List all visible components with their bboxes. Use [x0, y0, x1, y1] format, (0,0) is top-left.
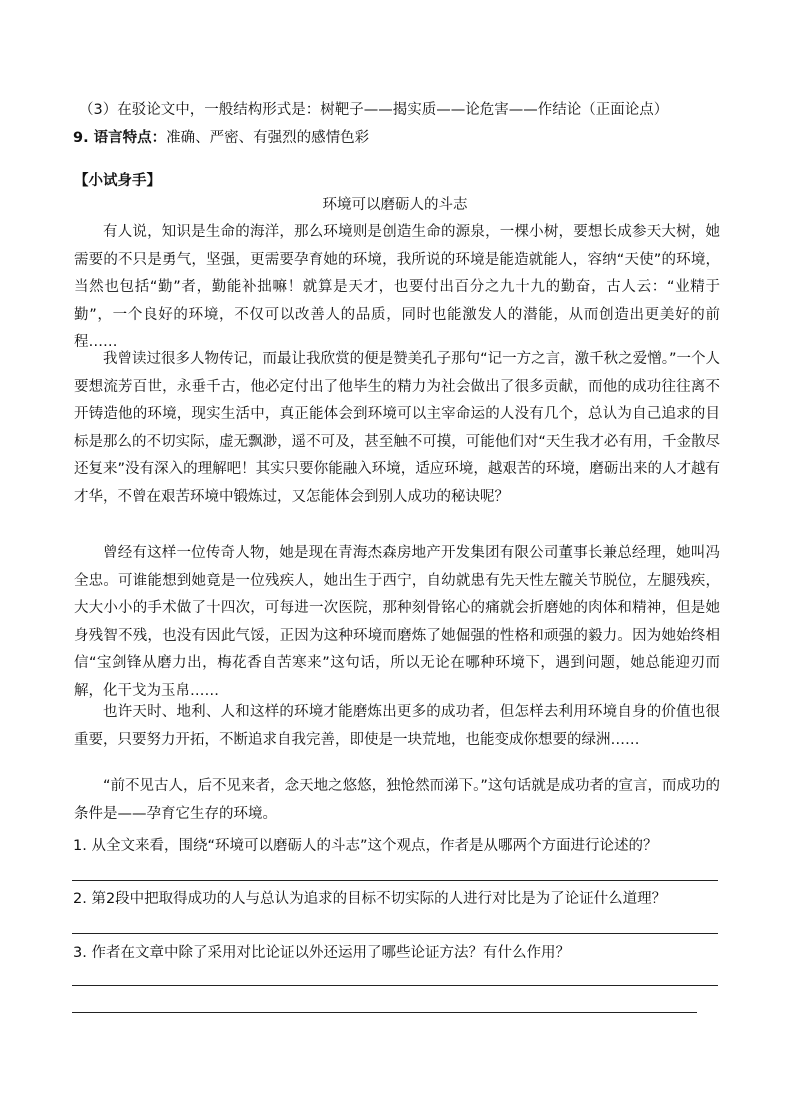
language-features-label: 9. 语言特点： — [73, 130, 167, 146]
answer-line-1[interactable] — [72, 880, 718, 881]
question-3: 3. 作者在文章中除了采用对比论证以外还运用了哪些论证方法？有什么作用？ — [73, 945, 570, 961]
article-paragraph-4: 也许天时、地利、人和这样的环境才能磨炼出更多的成功者，但怎样去利用环境自身的价值也很重要，只要努力开拓，不断追求自我完善，即使是一块荒地，也能变成你想要的绿洲…… — [74, 704, 720, 748]
answer-line-2[interactable] — [72, 933, 718, 934]
article-paragraph-1: 有人说，知识是生命的海洋，那么环境则是创造生命的源泉，一棵小树，要想长成参天大树，她需要的不只是勇气，坚强，更需要孕育她的环境，我所说的环境是能造就能人，容纳“天使”的环境，当然也包括“勤”者，勤能补拙嘛！就算是天才，也要付出百分之九十九的勤奋，古人云：“业精于勤”，一个良好的环境，不仅可以改善人的品质，同时也能激发人的潜能，从而创造出更美好的前程…… — [74, 224, 720, 351]
structure-note: （3）在驳论文中，一般结构形式是：树靶子——揭实质——论危害——作结论（正面论点） — [79, 102, 669, 118]
answer-line-3[interactable] — [72, 985, 718, 986]
section-heading: 【小试身手】 — [74, 173, 161, 189]
article-paragraph-5: “前不见古人，后不见来者，念天地之悠悠，独怆然而涕下。”这句话就是成功者的宣言，而成功的条件是——孕育它生存的环境。 — [74, 778, 720, 822]
article-title: 环境可以磨砺人的斗志 — [322, 197, 468, 213]
language-features-text: 准确、严密、有强烈的感情色彩 — [166, 130, 370, 146]
article-paragraph-3: 曾经有这样一位传奇人物，她是现在青海杰森房地产开发集团有限公司董事长兼总经理，她叫冯全忠。可谁能想到她竟是一位残疾人，她出生于西宁，自幼就患有先天性左髋关节脱位，左腿残疾，大大小小的手术做了十四次，可每进一次医院，那种刻骨铭心的痛就会折磨她的肉体和精神，但是她身残智不残，也没有因此气馁，正因为这种环境而磨炼了她倔强的性格和顽强的毅力。因为她始终相信“宝剑锋从磨力出，梅花香自苦寒来”这句话，所以无论在哪种环境下，遇到问题，她总能迎刃而解，化干戈为玉帛…… — [74, 545, 720, 699]
answer-line-4[interactable] — [72, 1012, 697, 1013]
question-2: 2. 第2段中把取得成功的人与总认为追求的目标不切实际的人进行对比是为了论证什么道理？ — [73, 891, 667, 907]
article-paragraph-2: 我曾读过很多人物传记，而最让我欣赏的便是赞美孔子那句“记一方之言，激千秋之爱憎。”一个人要想流芳百世，永垂千古，他必定付出了他毕生的精力为社会做出了很多贡献，而他的成功往往离不开铸造他的环境，现实生活中，真正能体会到环境可以主宰命运的人没有几个，总认为自己追求的目标是那么的不切实际，虚无飘渺，遥不可及，甚至触不可摸，可能他们对“天生我才必有用，千金散尽还复来”没有深入的理解吧！其实只要你能融入环境，适应环境，越艰苦的环境，磨砺出来的人才越有才华，不曾在艰苦环境中锻炼过，又怎能体会到别人成功的秘诀呢？ — [74, 351, 720, 505]
question-1: 1. 从全文来看，围绕“环境可以磨砺人的斗志”这个观点，作者是从哪两个方面进行论述的？ — [73, 838, 658, 854]
language-features-line — [73, 129, 369, 147]
